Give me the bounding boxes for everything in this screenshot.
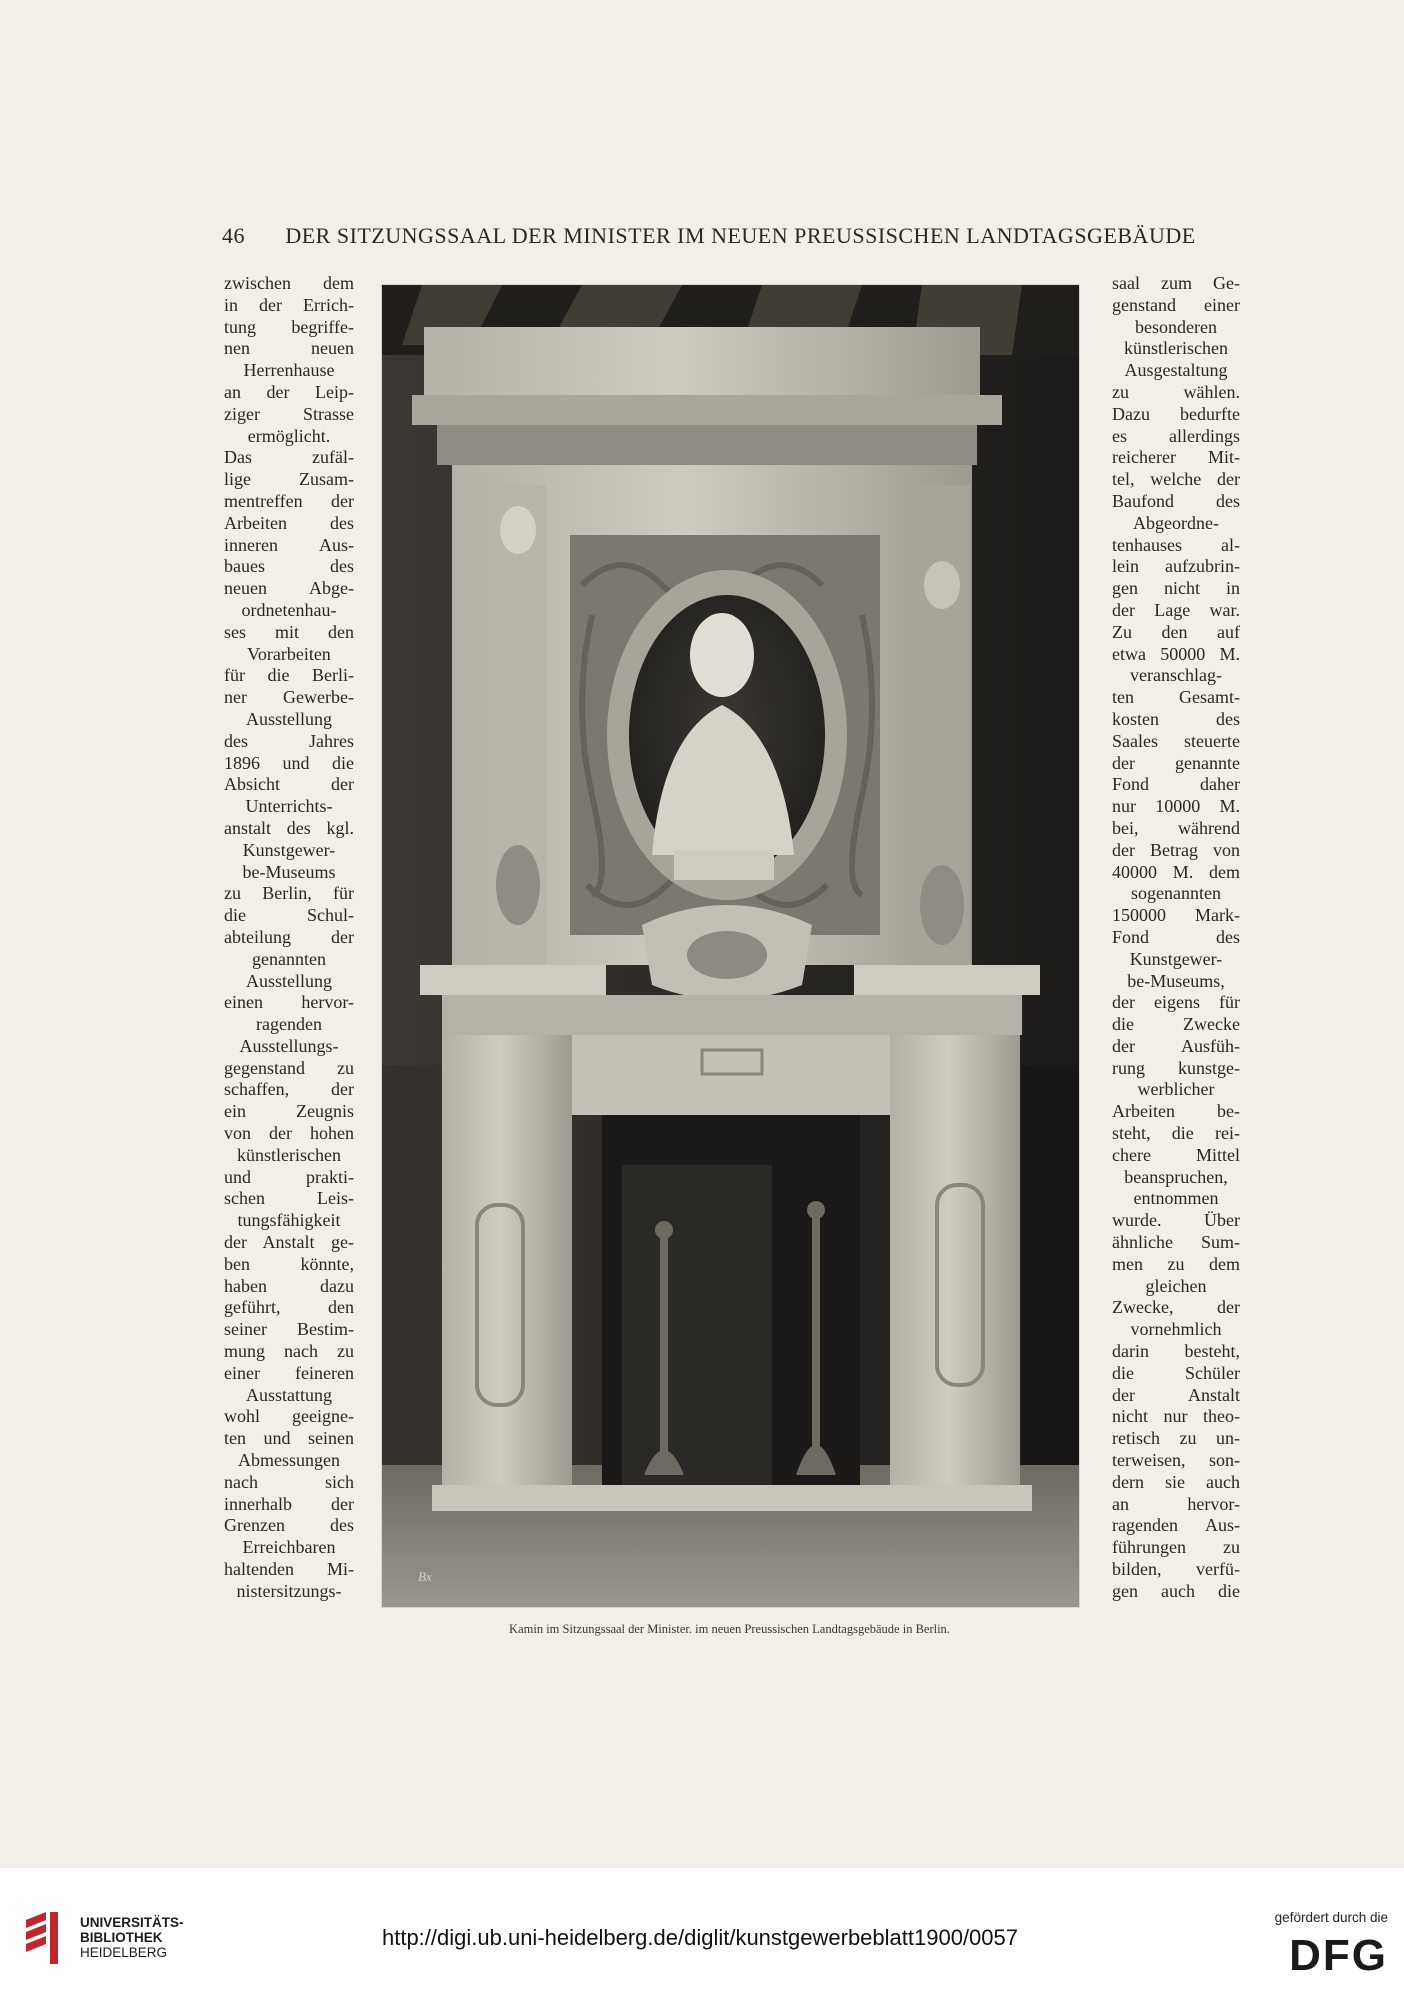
text-line: Erreichbaren <box>242 1537 336 1558</box>
text-line: zu Berlin, für <box>224 883 354 904</box>
text-line: haben dazu <box>224 1275 354 1296</box>
text-line: die Zwecke <box>1112 1014 1240 1035</box>
text-line: des Jahres <box>224 730 354 751</box>
text-line: ses mit den <box>224 621 354 642</box>
text-line: der Betrag von <box>1112 839 1240 860</box>
text-line: ragenden Aus- <box>1112 1515 1240 1536</box>
text-line: Fond des <box>1112 926 1240 947</box>
text-line: terweisen, son- <box>1112 1450 1240 1471</box>
text-line: Baufond des <box>1112 490 1240 511</box>
library-line-2: BIBLIOTHEK <box>80 1930 163 1945</box>
text-line: Kunstgewer- <box>1129 948 1223 969</box>
text-line: retisch zu un- <box>1112 1428 1240 1449</box>
text-line: Ausgestaltung <box>1124 360 1228 381</box>
text-line: ner Gewerbe- <box>224 687 354 708</box>
text-line: men zu dem <box>1112 1253 1240 1274</box>
text-line: innerhalb der <box>224 1493 354 1514</box>
text-line: inneren Aus- <box>224 534 354 555</box>
text-line: in der Errich- <box>224 294 354 315</box>
text-line: Ausstellungs- <box>239 1035 339 1056</box>
text-line: mung nach zu <box>224 1341 354 1362</box>
university-library-name <box>80 1915 184 1960</box>
text-line: Abmessungen <box>238 1450 340 1471</box>
text-line: seiner Bestim- <box>224 1319 354 1340</box>
text-line: Arbeiten des <box>224 512 354 533</box>
text-line: zu wählen. <box>1112 381 1240 402</box>
text-line: neuen Abge- <box>224 578 354 599</box>
text-line: gegenstand zu <box>224 1057 354 1078</box>
text-line: führungen zu <box>1112 1537 1240 1558</box>
text-line: be-Museums <box>242 861 336 882</box>
text-line: künstlerischen <box>237 1144 341 1165</box>
text-line: nen neuen <box>224 338 354 359</box>
text-line: darin besteht, <box>1112 1341 1240 1362</box>
running-title: DER SITZUNGSSAAL DER MINISTER IM NEUEN PREUSSISCHEN LANDTAGSGEBÄUDE <box>285 223 1196 248</box>
text-line: ben könnte, <box>224 1253 354 1274</box>
text-line: anstalt des kgl. <box>224 817 354 838</box>
text-line: 40000 M. dem <box>1112 861 1240 882</box>
text-line: entnommen <box>1133 1188 1219 1209</box>
text-line: Kunstgewer- <box>242 839 336 860</box>
source-url-link[interactable]: http://digi.ub.uni-heidelberg.de/diglit/kunstgewerbeblatt1900/0057 <box>381 1925 1018 1950</box>
text-line: ragenden <box>256 1014 322 1035</box>
text-line: Saales steuerte <box>1112 730 1240 751</box>
text-line: Zu den auf <box>1112 621 1240 642</box>
text-line: Fond daher <box>1112 774 1240 795</box>
left-text-column <box>224 273 354 1603</box>
text-line: wohl geeigne- <box>224 1406 354 1427</box>
text-line: geführt, den <box>224 1297 354 1318</box>
text-line: Abgeordne- <box>1133 512 1219 533</box>
text-line: chere Mittel <box>1112 1144 1240 1165</box>
text-line: Vorarbeiten <box>247 643 331 664</box>
text-line: nicht nur theo- <box>1112 1406 1240 1427</box>
text-line: schaffen, der <box>224 1079 354 1100</box>
text-line: nach sich <box>224 1471 354 1492</box>
text-line: sogenannten <box>1131 883 1221 904</box>
text-line: der genannte <box>1112 752 1240 773</box>
text-line: ein Zeugnis <box>224 1101 354 1122</box>
text-line: es allerdings <box>1112 425 1240 446</box>
figure-caption: Kamin im Sitzungssaal der Minister. im neuen Preussischen Landtagsgebäude in Berlin. <box>509 1622 950 1636</box>
library-line-3: HEIDELBERG <box>80 1945 168 1960</box>
text-line: tungsfähigkeit <box>237 1210 341 1231</box>
text-line: Herrenhause <box>243 360 335 381</box>
text-line: dern sie auch <box>1112 1471 1240 1492</box>
text-line: die Schüler <box>1112 1362 1240 1383</box>
text-line: Grenzen des <box>224 1515 354 1536</box>
text-line: be-Museums, <box>1127 970 1225 991</box>
text-line: der Anstalt ge- <box>224 1232 354 1253</box>
dfg-logo: DFG <box>1289 1931 1388 1980</box>
right-text-column <box>1112 273 1240 1603</box>
text-line: ähnliche Sum- <box>1112 1232 1240 1253</box>
text-line: abteilung der <box>224 926 354 947</box>
text-line: der Ausfüh- <box>1112 1035 1240 1056</box>
text-line: zwischen dem <box>224 273 354 293</box>
text-line: baues des <box>224 556 354 577</box>
text-line: tenhauses al- <box>1112 534 1240 555</box>
text-line: tung begriffe- <box>224 316 354 337</box>
fireplace-photograph <box>381 284 1080 1608</box>
university-library-logo-icon <box>22 1910 62 1966</box>
text-line: bei, während <box>1112 817 1240 838</box>
text-line: Ausstattung <box>245 1384 332 1405</box>
text-line: wurde. Über <box>1112 1210 1240 1231</box>
text-line: an der Leip- <box>224 381 354 402</box>
text-line: ermöglicht. <box>247 425 331 446</box>
text-line: einer feineren <box>224 1362 354 1383</box>
text-line: Arbeiten be- <box>1112 1101 1240 1122</box>
text-line: ziger Strasse <box>224 403 354 424</box>
text-line: genstand einer <box>1112 294 1240 315</box>
text-line: tel, welche der <box>1112 469 1240 490</box>
page-number: 46 <box>222 223 245 248</box>
text-line: gen nicht in <box>1112 578 1240 599</box>
text-line: Absicht der <box>224 774 354 795</box>
text-line: steht, die rei- <box>1112 1123 1240 1144</box>
library-line-1: UNIVERSITÄTS- <box>80 1915 184 1930</box>
text-line: etwa 50000 M. <box>1112 643 1240 664</box>
text-line: 1896 und die <box>224 752 354 773</box>
text-line: reicherer Mit- <box>1112 447 1240 468</box>
text-line: die Schul- <box>224 905 354 926</box>
text-line: veranschlag- <box>1130 665 1222 686</box>
text-line: beanspruchen, <box>1124 1166 1228 1187</box>
text-line: gleichen <box>1145 1275 1207 1296</box>
text-line: kosten des <box>1112 708 1240 729</box>
photo-monogram: Bx <box>418 1569 432 1584</box>
text-line: rung kunstge- <box>1112 1057 1240 1078</box>
text-line: ten Gesamt- <box>1112 687 1240 708</box>
text-line: bilden, verfü- <box>1112 1559 1240 1580</box>
text-line: von der hohen <box>224 1123 354 1144</box>
text-line: einen hervor- <box>224 992 354 1013</box>
text-line: Ausstellung <box>245 708 332 729</box>
text-line: künstlerischen <box>1124 338 1228 359</box>
running-header <box>222 223 1210 255</box>
funding-note: gefördert durch die <box>1274 1910 1388 1925</box>
text-line: der eigens für <box>1112 992 1240 1013</box>
text-line: ten und seinen <box>224 1428 354 1449</box>
text-line: saal zum Ge- <box>1112 273 1240 293</box>
text-line: gen auch die <box>1112 1580 1240 1601</box>
text-line: für die Berli- <box>224 665 354 686</box>
text-line: genannten <box>252 948 326 969</box>
text-line: besonderen <box>1135 316 1217 337</box>
text-line: Das zufäl- <box>224 447 354 468</box>
text-line: und prakti- <box>224 1166 354 1187</box>
text-line: ordnetenhau- <box>241 599 337 620</box>
text-line: schen Leis- <box>224 1188 354 1209</box>
text-line: Unterrichts- <box>245 796 333 817</box>
digitization-footer <box>0 1868 1404 1995</box>
fireplace-illustration <box>382 285 1079 1607</box>
text-line: der Anstalt <box>1112 1384 1240 1405</box>
text-line: nur 10000 M. <box>1112 796 1240 817</box>
text-line: haltenden Mi- <box>224 1559 354 1580</box>
text-line: 150000 Mark- <box>1112 905 1240 926</box>
text-line: mentreffen der <box>224 490 354 511</box>
text-line: lige Zusam- <box>224 469 354 490</box>
text-line: nistersitzungs- <box>236 1580 342 1601</box>
text-line: der Lage war. <box>1112 599 1240 620</box>
text-line: Ausstellung <box>245 970 332 991</box>
text-line: vornehmlich <box>1130 1319 1222 1340</box>
text-line: lein aufzubrin- <box>1112 556 1240 577</box>
text-line: Zwecke, der <box>1112 1297 1240 1318</box>
text-line: an hervor- <box>1112 1493 1240 1514</box>
text-line: werblicher <box>1137 1079 1215 1100</box>
text-line: Dazu bedurfte <box>1112 403 1240 424</box>
